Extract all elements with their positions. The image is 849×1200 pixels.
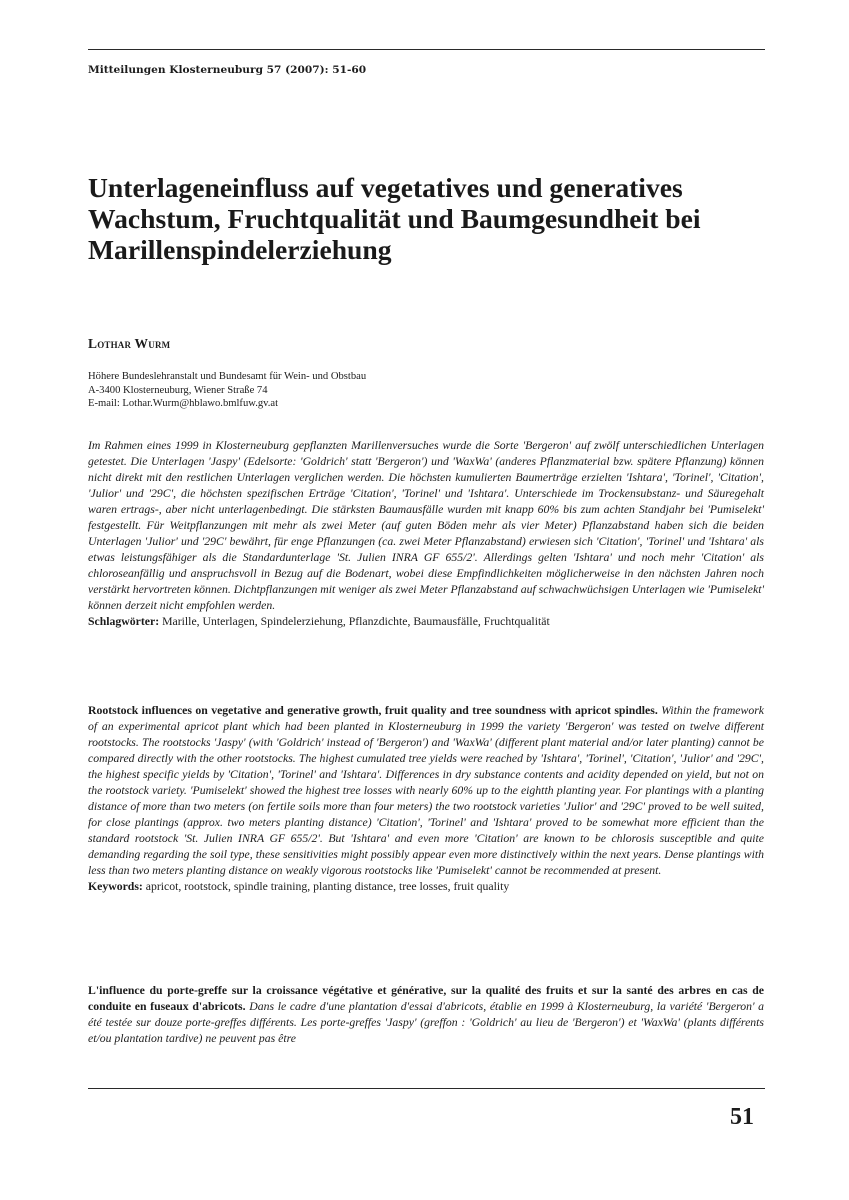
author-affiliation bbox=[88, 370, 366, 411]
abstract-english-text: Within the framework of an experimental apricot plant which had been planted in Klosterneuburg in 1999 the variety 'Bergeron' was tested on twelve different rootstocks. The rootstocks 'Jaspy' (with 'Goldrich' instead of 'Bergeron') and 'WaxWa' (different plant material and/or later planting) cannot be compared directly with the other rootstocks. The highest cumulated tree yields were reached by 'Ishtara', 'Torinel', 'Citation', 'Julior' and '29C', the highest specific yields by 'Citation', 'Torinel' and 'Ishtara'. Differences in dry substance contents and acidity depended on yield, but not on the rootstock variety. 'Pumiselekt' showed the highest tree losses with nearly 60% up to the eightth planting year. For plantings with a planting distance of more than two meters (on fertile soils more than four meters) the two rootstock varieties 'Julior' and '29C' proved to be well suited, for close plantings (approx. two meters planting distance) 'Citation', 'Torinel' and 'Ishtara' proved to be somewhat more efficient than the standard rootstock 'St. Julien INRA GF 655/2'. But 'Ishtara' and even more 'Citation' are known to be chlorosis susceptible and quite demanding regarding the soil type, these sensitivities might possibly appear even more distinctively within the next years. Dense plantings with less than two meters planting distance on weakly vigorous rootstocks like 'Pumiselekt' cannot be recommended at present. bbox=[88, 704, 765, 877]
affiliation-institute: Höhere Bundeslehranstalt und Bundesamt für Wein- und Obstbau bbox=[88, 371, 367, 382]
affiliation-email: E-mail: Lothar.Wurm@hblawo.bmlfuw.gv.at bbox=[88, 398, 279, 410]
abstract-german bbox=[88, 438, 764, 630]
keywords-label-english: Keywords: bbox=[88, 880, 143, 893]
header-rule bbox=[88, 49, 765, 50]
journal-reference: Mitteilungen Klosterneuburg 57 (2007): 51-60 bbox=[88, 64, 367, 76]
abstract-french bbox=[88, 983, 764, 1047]
author-name: Lothar Wurm bbox=[88, 336, 171, 351]
keywords-english: apricot, rootstock, spindle training, planting distance, tree losses, fruit quality bbox=[145, 880, 510, 893]
keywords-label-german: Schlagwörter: bbox=[88, 615, 160, 628]
abstract-french-text: Dans le cadre d'une plantation d'essai d'abricots, établie en 1999 à Klosterneuburg, la variété 'Bergeron' a été testée sur douze porte-greffes différents. Les porte-greffes 'Jaspy' (greffon : 'Goldrich' au lieu de 'Bergeron') et 'WaxWa' (plants différents et/ou plantation tardive) ne peuvent pas être bbox=[88, 1000, 765, 1045]
page-number: 51 bbox=[730, 1104, 754, 1130]
abstract-english-title: Rootstock influences on vegetative and generative growth, fruit quality and tree soundness with apricot spindles. bbox=[88, 704, 658, 717]
abstract-english bbox=[88, 703, 764, 895]
keywords-german: Marille, Unterlagen, Spindelerziehung, Pflanzdichte, Baumausfälle, Fruchtqualität bbox=[162, 615, 550, 628]
abstract-german-text: Im Rahmen eines 1999 in Klosterneuburg gepflanzten Marillenversuches wurde die Sorte 'Bergeron' auf zwölf unterschiedlichen Unterlagen getestet. Die Unterlagen 'Jaspy' (Edelsorte: 'Goldrich' statt 'Bergeron') und 'WaxWa' (anderes Pflanzmaterial bzw. spätere Pflanzung) können nicht direkt mit den restlichen Unterlagen verglichen werden. Die höchsten kumulierten Baumerträge erzielten 'Ishtara', 'Torinel', 'Citation', 'Julior' und '29C', die höchsten spezifischen Erträge 'Citation', 'Torinel' und 'Ishtara'. Unterschiede im Trockensubstanz- und Säuregehalt waren ertrags-, aber nicht unterlagenbedingt. Die stärksten Baumausfälle wurden mit knapp 60% bis zum achten Standjahr bei 'Pumiselekt' festgestellt. Für Weitpflanzungen mit mehr als zwei Meter (auf guten Böden mehr als vier Meter) Pflanzabstand haben sich die beiden Unterlagen 'Julior' und '29C' bewährt, für enge Pflanzungen (ca. zwei Meter Pflanzabstand) erwiesen sich 'Citation', 'Torinel' und 'Ishtara' als etwas leistungsfähiger als die Standardunterlage 'St. Julien INRA GF 655/2'. Allerdings gelten 'Ishtara' und noch mehr 'Citation' als chloroseanfällig und anspruchsvoll in Bezug auf die Bodenart, wobei diese Empfindlichkeiten möglicherweise in den nächsten Jahren noch verstärkt hervortreten können. Dichtpflanzungen mit weniger als zwei Meter Pflanzabstand auf schwachwüchsigen Unterlagen wie 'Pumiselekt' können derzeit nicht empfohlen werden. bbox=[88, 439, 764, 612]
footer-rule bbox=[88, 1088, 765, 1089]
affiliation-address: A-3400 Klosterneuburg, Wiener Straße 74 bbox=[88, 384, 268, 396]
paper-title: Unterlageneinfluss auf vegetatives und generatives Wachstum, Fruchtqualität und Baumgesundheit bei Marillenspindelerziehung bbox=[88, 172, 701, 265]
abstract-french-title: L'influence du porte-greffe sur la croissance végétative et générative, sur la qualité des fruits et sur la santé des arbres en cas de conduite en fuseaux d'abricots. bbox=[88, 984, 764, 1013]
